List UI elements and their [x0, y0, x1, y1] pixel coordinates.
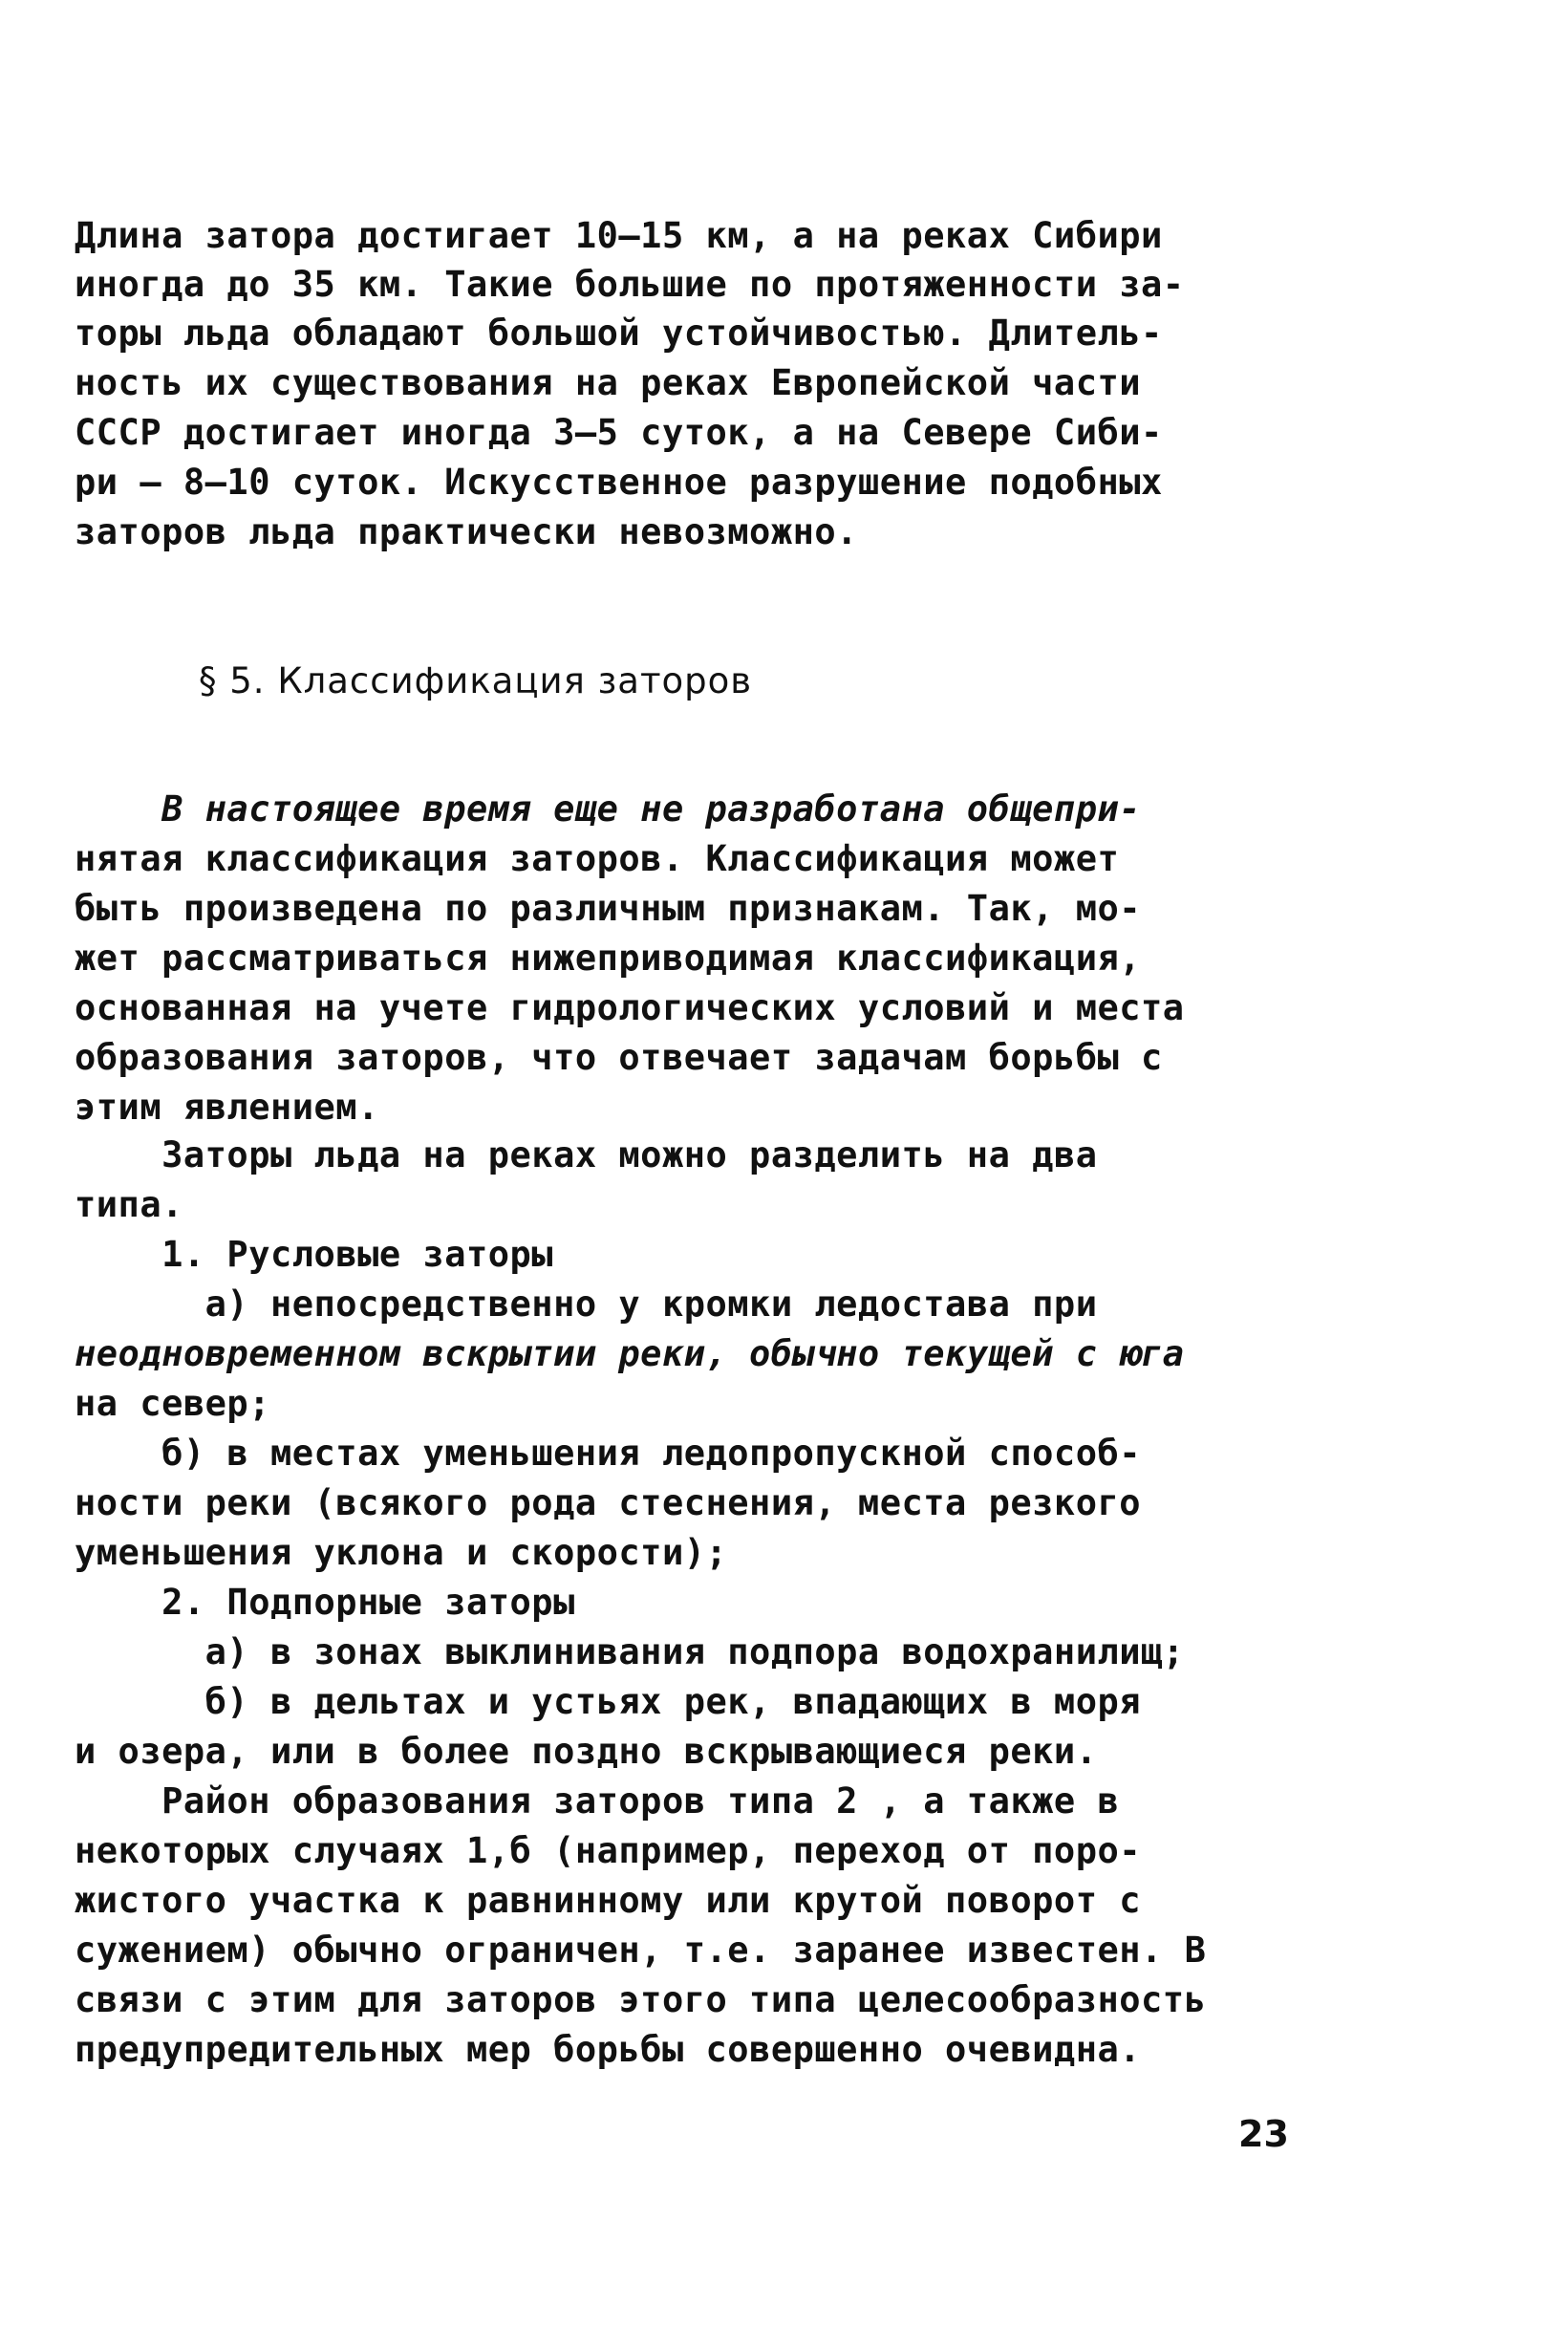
text-line: сужением) обычно ограничен, т.е. заранее известен. В: [75, 1930, 1207, 1971]
text-line: б) в местах уменьшения ледопропускной способ-: [75, 1433, 1142, 1474]
text-line: предупредительных мер борьбы совершенно очевидна.: [75, 2029, 1142, 2070]
text-line: неодновременном вскрытии реки, обычно текущей с юга: [75, 1333, 1185, 1374]
text-line: СССР достигает иногда 3–5 суток, а на Севере Сиби-: [75, 412, 1163, 453]
text-line: основанная на учете гидрологических условий и места: [75, 987, 1185, 1028]
text-line: ность их существования на реках Европейской части: [75, 362, 1142, 403]
text-line: некоторых случаях 1,б (например, переход от поро-: [75, 1830, 1142, 1871]
text-line: образования заторов, что отвечает задачам борьбы с: [75, 1037, 1163, 1078]
text-line: Район образования заторов типа 2 , а также в: [75, 1780, 1120, 1822]
text-line: В настоящее время еще не разработана общепри-: [75, 788, 1142, 830]
text-line: жет рассматриваться нижеприводимая классификация,: [75, 938, 1142, 979]
text-line: уменьшения уклона и скорости);: [75, 1532, 728, 1573]
text-line: а) непосредственно у кромки ледостава при: [75, 1283, 1098, 1325]
text-line: жистого участка к равнинному или крутой поворот с: [75, 1880, 1142, 1921]
text-line: быть произведена по различным признакам. Так, мо-: [75, 888, 1142, 929]
text-line: типа.: [75, 1184, 183, 1225]
text-line: нятая классификация заторов. Классификация может: [75, 838, 1120, 879]
list-heading-backwater-jams: 2. Подпорные заторы: [75, 1582, 575, 1623]
text-line: этим явлением.: [75, 1087, 379, 1128]
text-line: иногда до 35 км. Такие большие по протяженности за-: [75, 264, 1185, 305]
text-line: связи с этим для заторов этого типа целесообразность: [75, 1979, 1207, 2020]
page-number: 23: [1238, 2113, 1289, 2155]
text-line: Длина затора достигает 10–15 км, а на реках Сибири: [75, 215, 1163, 256]
text-line: ности реки (всякого рода стеснения, места резкого: [75, 1482, 1142, 1523]
text-line: торы льда обладают большой устойчивостью. Длитель-: [75, 313, 1163, 354]
text-line: и озера, или в более поздно вскрывающиеся реки.: [75, 1731, 1098, 1772]
text-line: заторов льда практически невозможно.: [75, 511, 858, 552]
list-item-2a: а) в зонах выклинивания подпора водохранилищ;: [75, 1631, 1185, 1672]
text-line: б) в дельтах и устьях рек, впадающих в моря: [75, 1681, 1142, 1722]
list-heading-channel-jams: 1. Русловые заторы: [75, 1234, 554, 1275]
section-heading: § 5. Классификация заторов: [199, 660, 753, 701]
text-line: Заторы льда на реках можно разделить на два: [75, 1134, 1098, 1175]
text-line: ри – 8–10 суток. Искусственное разрушение подобных: [75, 462, 1163, 503]
text-line: на север;: [75, 1383, 270, 1424]
